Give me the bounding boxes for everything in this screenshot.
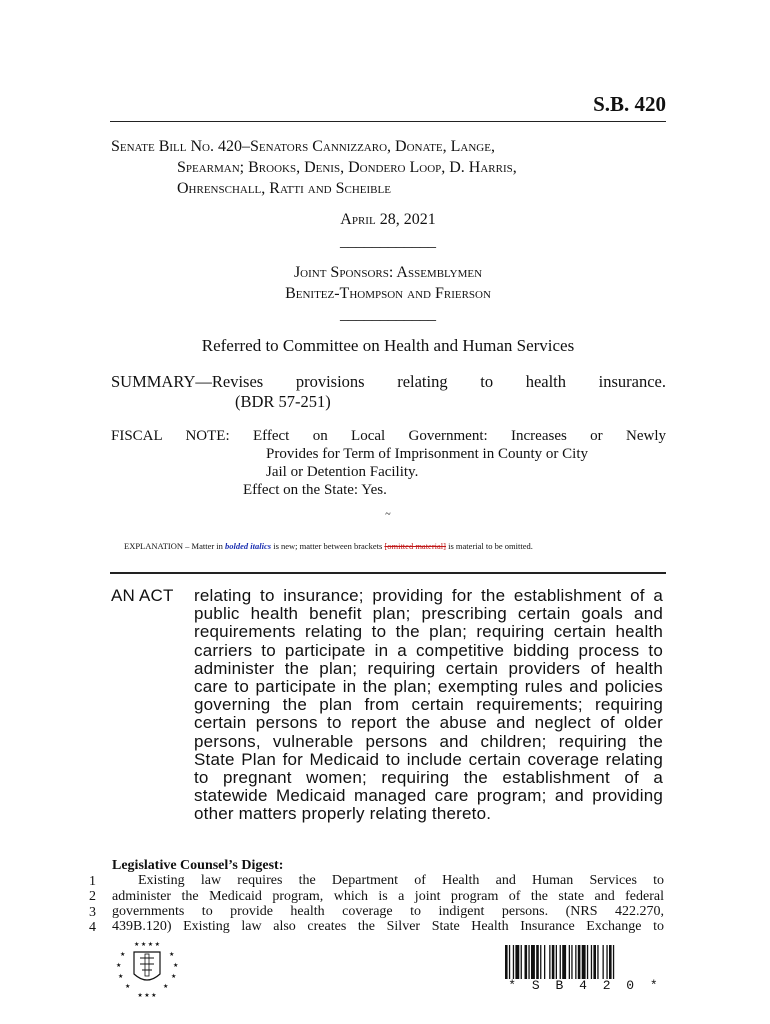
- legislative-digest: [112, 858, 664, 934]
- svg-text:★ ★ ★ ★: ★ ★ ★ ★: [133, 942, 161, 948]
- explanation-suffix: is material to be omitted.: [446, 541, 533, 551]
- explanation-bolded: bolded italics: [225, 541, 272, 551]
- fiscal-line-3: Jail or Detention Facility.: [266, 464, 419, 480]
- act-lead: AN ACT: [111, 586, 174, 605]
- joint-sponsors: [110, 262, 666, 304]
- line-numbers: [86, 874, 96, 935]
- line-number: 1: [89, 874, 96, 889]
- explanation-omitted: [omitted material]: [384, 541, 446, 551]
- summary-line-2: (BDR 57-251): [235, 392, 331, 411]
- bill-summary: [111, 372, 666, 412]
- explanation-middle: is new; matter between brackets: [271, 541, 385, 551]
- svg-text:★ ★ ★: ★ ★ ★: [137, 993, 157, 998]
- svg-text:★: ★: [116, 963, 122, 969]
- sponsor-line-2: Spearman; Brooks, Denis, Dondero Loop, D. Harris,: [177, 159, 517, 176]
- act-title: [111, 587, 663, 824]
- header-rule: [110, 121, 666, 122]
- svg-text:★: ★: [118, 974, 124, 980]
- bill-date: April 28, 2021: [340, 211, 436, 228]
- sponsor-line-3: Ohrenschall, Ratti and Scheible: [177, 180, 391, 197]
- barcode-icon: [505, 945, 665, 979]
- sponsor-list: [111, 136, 666, 199]
- digest-line: 439B.120) Existing law also creates the Silver State Health Insurance Exchange to: [112, 919, 664, 935]
- joint-sponsors-line-2: Benitez-Thompson and Frierson: [285, 285, 491, 302]
- barcode-text: * S B 4 2 0 *: [508, 978, 662, 993]
- committee-referral: Referred to Committee on Health and Human Services: [201, 336, 575, 355]
- fiscal-line-1: FISCAL NOTE: Effect on Local Government: Increases or Newly: [111, 428, 666, 444]
- line-number: 3: [89, 904, 96, 920]
- joint-sponsors-line-1: Joint Sponsors: Assemblymen: [293, 264, 483, 281]
- separator-line: ____________: [340, 306, 436, 323]
- explanation-prefix: EXPLANATION – Matter in: [124, 541, 226, 551]
- svg-text:★: ★: [173, 963, 179, 969]
- tilde-mark: ~: [385, 509, 391, 520]
- separator-line: ____________: [340, 233, 436, 250]
- digest-line: governments to provide health coverage to indigent persons. (NRS 422.270,: [112, 903, 664, 919]
- fiscal-line-4: Effect on the State: Yes.: [243, 482, 387, 498]
- line-number: 2: [89, 889, 96, 905]
- svg-text:★: ★: [125, 984, 131, 990]
- act-text: relating to insurance; providing for the establishment of a public health benefit plan; prescribing certain goals and requirements relating to the plan; requiring certain health carriers to participate in a competitive bidding process to administer the plan; requiring certain providers of health care to participate in the plan; exempting rules and policies governing the plan from certain requirements; requiring certain persons to report the abuse and neglect of older persons, vulnerable persons and children; requiring the State Plan for Medicaid to include certain coverage relating to pregnant women; requiring the establishment of a statewide Medicaid managed care program; and providing other matters properly relating thereto.: [194, 586, 663, 824]
- explanation-note: [124, 541, 533, 551]
- bill-number: S.B. 420: [593, 92, 666, 116]
- svg-text:★: ★: [169, 952, 175, 958]
- fiscal-note: [111, 427, 666, 499]
- svg-text:★: ★: [120, 952, 126, 958]
- digest-line: Existing law requires the Department of Health and Human Services to: [138, 873, 664, 889]
- digest-heading: Legislative Counsel’s Digest:: [112, 858, 284, 873]
- sponsor-line-1: Senate Bill No. 420–Senators Cannizzaro, Donate, Lange,: [111, 138, 495, 155]
- fiscal-line-2: Provides for Term of Imprisonment in County or City: [266, 446, 588, 462]
- digest-line: administer the Medicaid program, which is a joint program of the state and federal: [112, 888, 664, 904]
- line-number: 4: [89, 919, 96, 935]
- svg-text:★: ★: [171, 974, 177, 980]
- section-rule: [110, 572, 666, 574]
- summary-line-1: SUMMARY—Revises provisions relating to health insurance.: [111, 372, 666, 391]
- state-seal-icon: [112, 940, 182, 998]
- svg-text:★: ★: [163, 984, 169, 990]
